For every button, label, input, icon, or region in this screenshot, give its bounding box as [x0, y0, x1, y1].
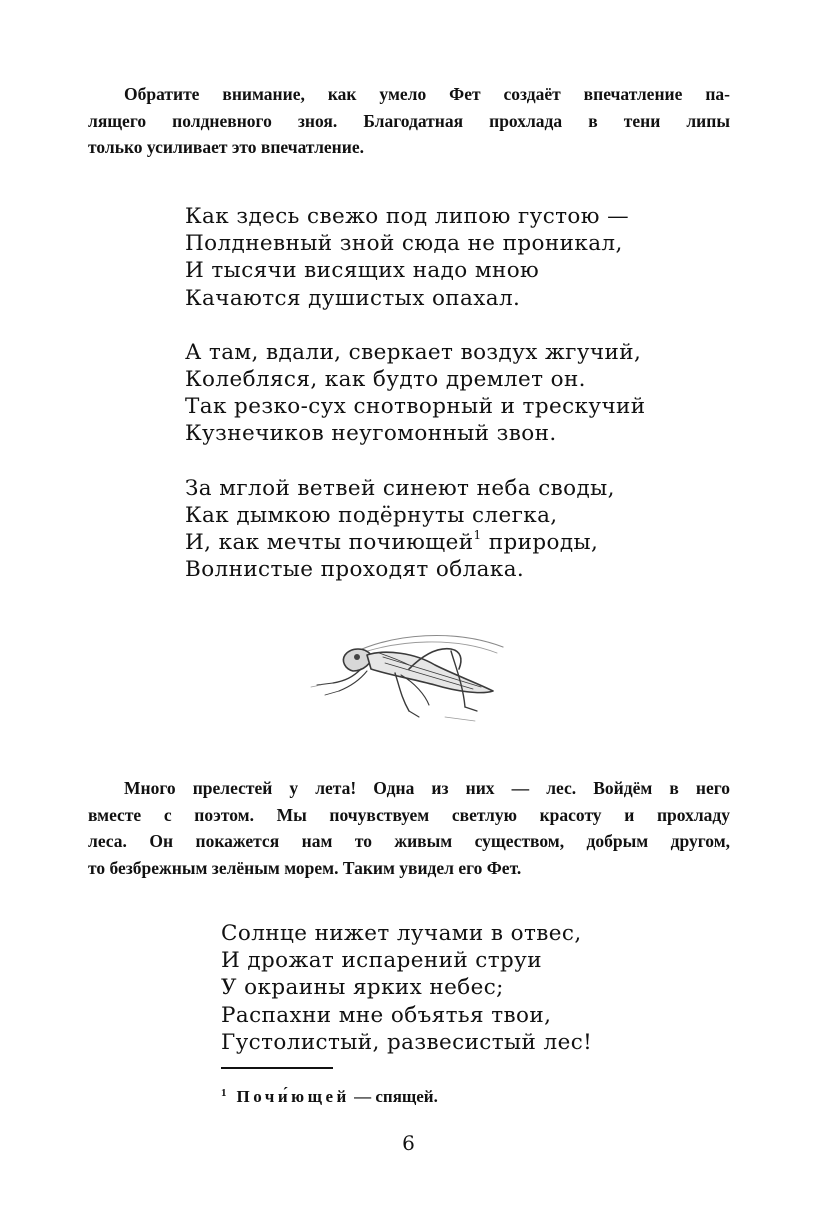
poem-1-s3-line-1: За мглой ветвей синеют неба своды,: [185, 475, 615, 501]
forest-paragraph: [88, 775, 730, 881]
poem-1-s1-line-1: Как здесь свежо под липою густою —: [185, 204, 630, 229]
poem-1-s2-line-1: А там, вдали, сверкает воздух жгучий,: [185, 339, 642, 365]
forest-line-1: Много прелестей у лета! Одна из них — лес. Войдём в него: [124, 778, 730, 798]
poem-1-s3-line-3: [185, 529, 646, 556]
poem-1-s3-line-3-head: И, как мечты почиющей: [185, 530, 474, 556]
footnote: [221, 1086, 438, 1110]
poem-1-s3-line-3-tail: природы,: [481, 530, 599, 556]
poem-1-s1-line-3: И тысячи висящих надо мною: [185, 258, 540, 284]
poem-2-line-2: И дрожат испарений струи: [221, 948, 542, 974]
footnote-term: Почи́ющей: [236, 1087, 350, 1106]
poem-1-s1-line-4: Качаются душистых опахал.: [185, 285, 521, 311]
footnote-mark: 1: [221, 1087, 227, 1099]
poem-1-s2-line-4: Кузнечиков неугомонный звон.: [185, 421, 557, 447]
footnote-divider: [221, 1067, 333, 1069]
intro-line-1: Обратите внимание, как умело Фет создаёт впечатление па-: [124, 84, 730, 104]
forest-line-3: леса. Он покажется нам то живым существом, добрым другом,: [88, 831, 730, 851]
poem-1-stanza-2: [185, 339, 646, 448]
intro-line-2: лящего полдневного зноя. Благодатная прохлада в тени липы: [88, 110, 730, 131]
page-number: 6: [402, 1131, 415, 1155]
poem-linden: [185, 203, 646, 583]
poem-1-s3-line-2: Как дымкою подёрнуты слегка,: [185, 502, 558, 528]
poem-forest: [221, 920, 592, 1056]
intro-paragraph: [88, 81, 730, 161]
footnote-reference: 1: [473, 527, 482, 542]
forest-line-4: то безбрежным зелёным морем. Таким увидел его Фет.: [88, 857, 522, 878]
poem-2-line-3: У окраины ярких небес;: [221, 975, 504, 1001]
poem-1-stanza-1: [185, 203, 646, 312]
poem-2-line-1: Солнце нижет лучами в отвес,: [221, 921, 582, 946]
poem-1-s3-line-4: Волнистые проходят облака.: [185, 557, 525, 583]
poem-2-line-4: Распахни мне объятья твои,: [221, 1002, 552, 1028]
poem-2-line-5: Густолистый, развесистый лес!: [221, 1029, 593, 1055]
poem-1-s1-line-2: Полдневный зной сюда не проникал,: [185, 231, 623, 257]
grasshopper-drawing-icon: [305, 625, 520, 730]
poem-1-s2-line-2: Колебляся, как будто дремлет он.: [185, 367, 586, 393]
forest-line-2: вместе с поэтом. Мы почувствуем светлую красоту и прохладу: [88, 804, 730, 825]
poem-1-stanza-3: [185, 475, 646, 584]
intro-line-3: только усиливает это впечатление.: [88, 137, 364, 157]
poem-1-s2-line-3: Так резко-сух снотворный и трескучий: [185, 394, 646, 420]
footnote-definition: — спящей.: [349, 1087, 438, 1106]
